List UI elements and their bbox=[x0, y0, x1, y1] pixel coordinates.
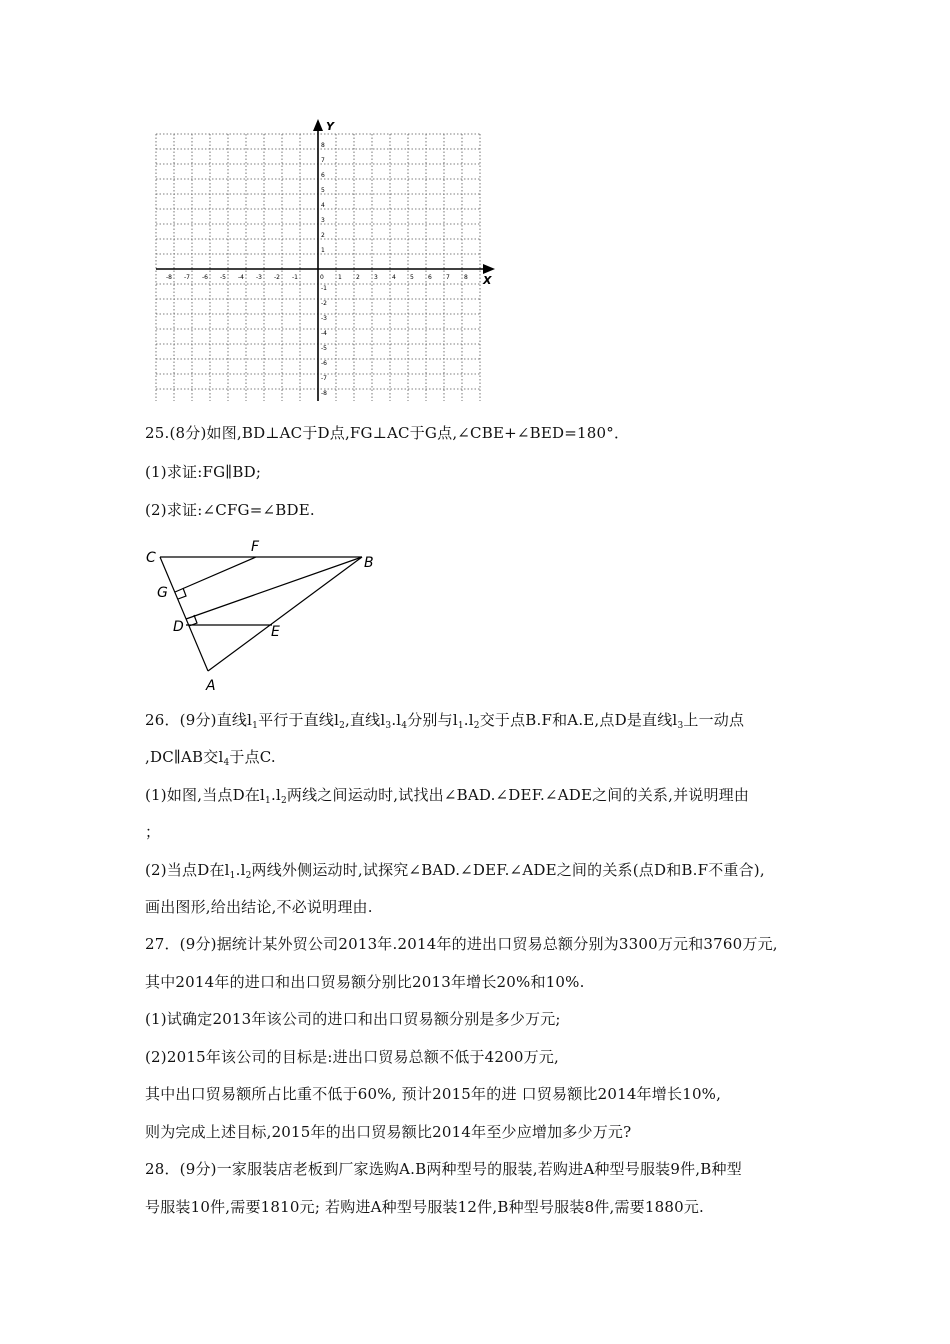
q26-line-6: 画出图形,给出结论,不必说明理由. bbox=[145, 898, 373, 916]
x-tick-label: -3 bbox=[256, 274, 262, 281]
x-tick-label: 0 bbox=[320, 274, 324, 281]
y-tick-label: -6 bbox=[321, 360, 327, 367]
y-tick-label: -4 bbox=[321, 330, 327, 337]
x-tick-label: 5 bbox=[410, 274, 414, 281]
q25-stem: 25.(8分)如图,BD⊥AC于D点,FG⊥AC于G点,∠CBE+∠BED=180°． bbox=[145, 424, 630, 442]
label-c: C bbox=[146, 550, 156, 566]
q28-line-1: 28．(9分)一家服装店老板到厂家选购A.B两种型号的服装,若购进A种型号服装9件,B种型 bbox=[145, 1160, 742, 1178]
label-g: G bbox=[157, 585, 168, 601]
x-tick-label: 4 bbox=[392, 274, 396, 281]
y-axis-arrow-icon bbox=[313, 119, 323, 131]
q27-line-5: 其中出口贸易额所占比重不低于60%, 预计2015年的进 口贸易额比2014年增长10%, bbox=[145, 1085, 722, 1103]
y-tick-label: 7 bbox=[321, 157, 325, 164]
x-tick-label: 7 bbox=[446, 274, 450, 281]
label-f: F bbox=[251, 539, 260, 555]
x-tick-label: 6 bbox=[428, 274, 432, 281]
x-tick-label: 1 bbox=[338, 274, 342, 281]
x-tick-label: -2 bbox=[274, 274, 280, 281]
y-tick-label: 2 bbox=[321, 232, 325, 239]
x-tick-label: 2 bbox=[356, 274, 360, 281]
y-tick-label: 4 bbox=[321, 202, 325, 209]
y-tick-label: 6 bbox=[321, 172, 325, 179]
y-tick-label: -8 bbox=[321, 390, 327, 397]
x-axis-arrow-icon bbox=[483, 264, 495, 274]
q26-line-1: 26．(9分)直线$l_1$平行于直线$l_2$,直线$l_3.l_4$分别与$l_1.l_2$交于点B.F和A.E,点D是直线$l_3$上一动点 bbox=[145, 711, 745, 731]
q27-line-6: 则为完成上述目标,2015年的出口贸易额比2014年至少应增加多少万元? bbox=[145, 1123, 632, 1141]
q26-line-2: ,DC∥AB交$l_4$于点C. bbox=[145, 748, 276, 768]
x-tick-label: -4 bbox=[238, 274, 244, 281]
x-tick-label: 3 bbox=[374, 274, 378, 281]
y-tick-label: 1 bbox=[321, 247, 325, 254]
x-tick-label: -6 bbox=[202, 274, 208, 281]
x-tick-label: -8 bbox=[166, 274, 172, 281]
q27-line-1: 27．(9分)据统计某外贸公司2013年.2014年的进出口贸易总额分别为3300万元和3760万元, bbox=[145, 935, 778, 953]
segment-gf bbox=[175, 557, 256, 592]
y-tick-label: -2 bbox=[321, 300, 327, 307]
y-tick-label: -5 bbox=[321, 345, 327, 352]
q27-line-2: 其中2014年的进口和出口贸易额分别比2013年增长20%和10%. bbox=[145, 973, 585, 991]
segment-db bbox=[186, 557, 362, 619]
y-tick-label: -3 bbox=[321, 315, 327, 322]
x-tick-label: -7 bbox=[184, 274, 190, 281]
coordinate-grid-figure bbox=[150, 118, 500, 408]
y-tick-label: -1 bbox=[321, 285, 327, 292]
x-axis-label: X bbox=[483, 274, 492, 287]
q25-part2: (2)求证:∠CFG=∠BDE. bbox=[145, 501, 315, 519]
label-d: D bbox=[173, 619, 184, 635]
y-tick-label: 8 bbox=[321, 142, 325, 149]
x-tick-label: -5 bbox=[220, 274, 226, 281]
label-a: A bbox=[206, 678, 216, 694]
x-tick-label: -1 bbox=[292, 274, 298, 281]
q26-line-3: (1)如图,当点D在$l_1.l_2$两线之间运动时,试找出∠BAD.∠DEF.∠ADE之间的关系,并说明理由 bbox=[145, 786, 750, 806]
triangle-figure bbox=[140, 535, 380, 700]
q26-line-5: (2)当点D在$l_1.l_2$两线外侧运动时,试探究∠BAD.∠DEF.∠ADE之间的关系(点D和B.F不重合), bbox=[145, 861, 765, 881]
q26-line-4: ； bbox=[145, 823, 161, 841]
label-e: E bbox=[271, 624, 280, 640]
y-axis-label: Y bbox=[326, 120, 334, 133]
label-b: B bbox=[364, 555, 374, 571]
y-tick-label: -7 bbox=[321, 375, 327, 382]
y-tick-label: 3 bbox=[321, 217, 325, 224]
q28-line-2: 号服装10件,需要1810元; 若购进A种型号服装12件,B种型号服装8件,需要1880元. bbox=[145, 1198, 705, 1216]
q27-line-3: (1)试确定2013年该公司的进口和出口贸易额分别是多少万元; bbox=[145, 1010, 561, 1028]
q27-line-4: (2)2015年该公司的目标是:进出口贸易总额不低于4200万元, bbox=[145, 1048, 560, 1066]
y-tick-label: 5 bbox=[321, 187, 325, 194]
x-tick-label: 8 bbox=[464, 274, 468, 281]
q25-part1: (1)求证:FG∥BD; bbox=[145, 463, 262, 481]
segment-ab bbox=[208, 557, 362, 671]
x-tick-labels bbox=[166, 274, 468, 281]
